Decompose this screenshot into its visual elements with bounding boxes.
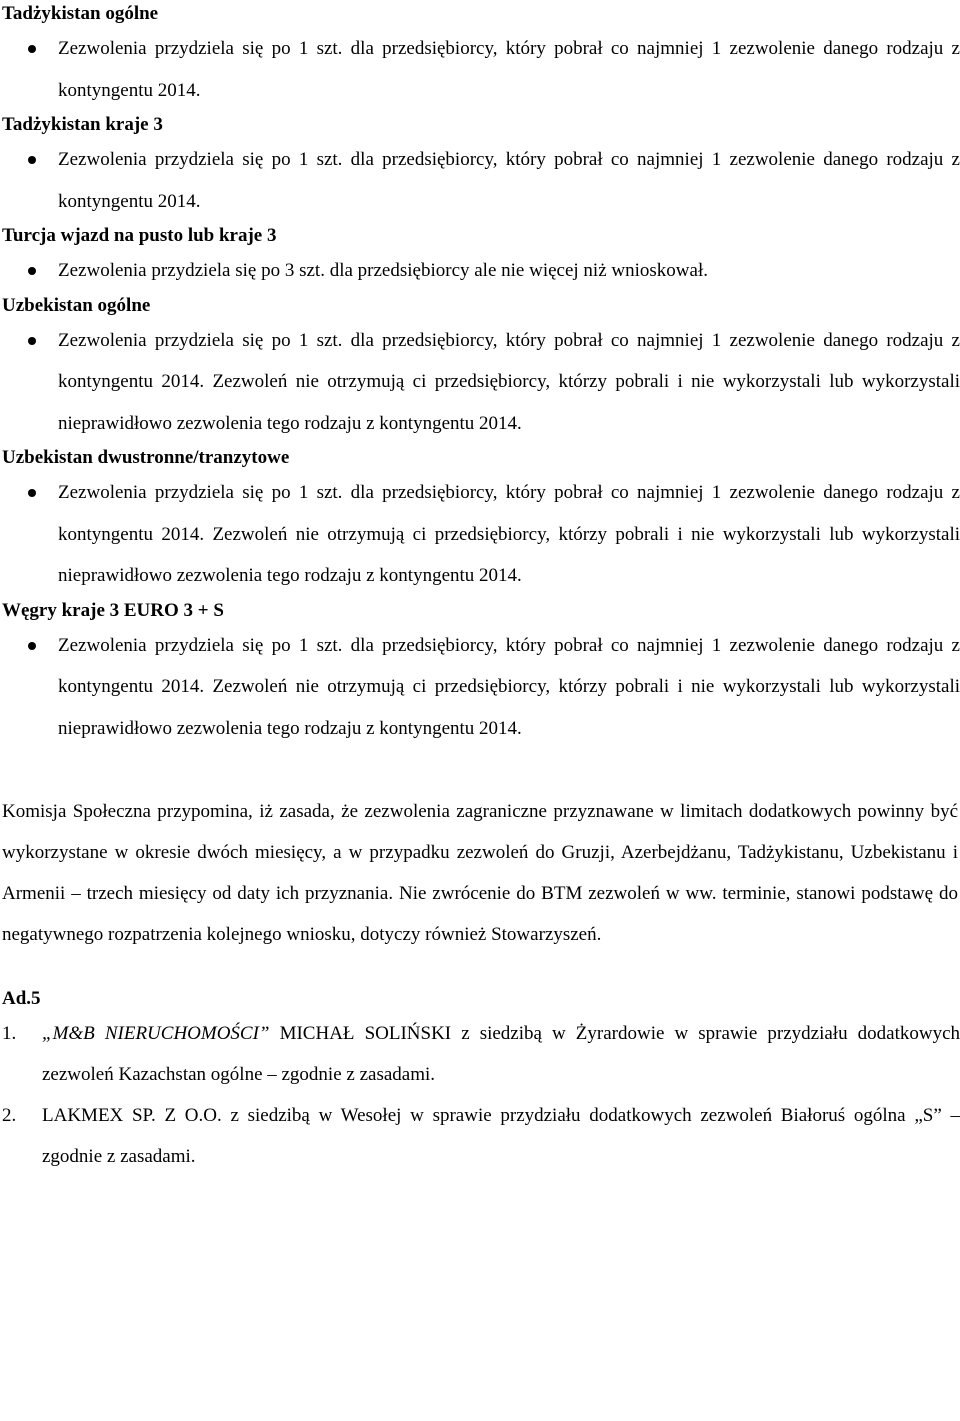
item-text: z siedzibą w Wesołej w sprawie przydziału dodatkowych zezwoleń Białoruś ogólna „S” – zgodnie z zasadami. <box>42 1105 960 1167</box>
bullet-dot-icon <box>28 156 36 164</box>
bullet-text: Zezwolenia przydziela się po 1 szt. dla przedsiębiorcy, który pobrał co najmniej 1 zezwolenie danego rodzaju z kontyngentu 2014. Zezwoleń nie otrzymują ci przedsiębiorcy, którzy pobrali i nie wykorzystali lub wykorzystali nieprawidłowo zezwolenia tego rodzaju z kontyngentu 2014. <box>58 482 960 586</box>
agenda-item-list <box>2 1013 960 1177</box>
bullet-text: Zezwolenia przydziela się po 1 szt. dla przedsiębiorcy, który pobrał co najmniej 1 zezwolenie danego rodzaju z kontyngentu 2014. Zezwoleń nie otrzymują ci przedsiębiorcy, którzy pobrali i nie wykorzystali lub wykorzystali nieprawidłowo zezwolenia tego rodzaju z kontyngentu 2014. <box>58 329 960 434</box>
item-number: 1. <box>2 1023 17 1044</box>
item-number: 2. <box>2 1105 17 1126</box>
bullet-text: Zezwolenia przydziela się po 3 szt. dla przedsiębiorcy ale nie więcej niż wnioskował. <box>58 260 708 281</box>
bullet-item <box>2 320 960 445</box>
company-name: „M&B NIERUCHOMOŚCI” <box>42 1023 270 1044</box>
item-text: z siedzibą w Żyrardowie w sprawie przydziału dodatkowych zezwoleń Kazachstan ogólne – zgodnie z zasadami. <box>42 1023 960 1085</box>
bullet-text: Zezwolenia przydziela się po 1 szt. dla przedsiębiorcy, który pobrał co najmniej 1 zezwolenie danego rodzaju z kontyngentu 2014. <box>58 149 960 212</box>
bullet-item <box>2 472 960 597</box>
bullet-dot-icon <box>28 489 36 497</box>
bullet-list <box>2 250 960 292</box>
bullet-list <box>2 625 960 750</box>
bullet-dot-icon <box>28 337 36 345</box>
section-title: Tadżykistan ogólne <box>2 3 159 24</box>
agenda-list-item <box>2 1013 960 1095</box>
spacer <box>2 955 960 985</box>
section-title: Uzbekistan ogólne <box>2 294 151 316</box>
bullet-text: Zezwolenia przydziela się po 1 szt. dla przedsiębiorcy, który pobrał co najmniej 1 zezwolenie danego rodzaju z kontyngentu 2014. <box>58 38 960 101</box>
section-title: Tadżykistan kraje 3 <box>2 114 163 135</box>
bullet-item <box>2 28 960 111</box>
bullet-item <box>2 250 960 292</box>
bullet-dot-icon <box>28 642 36 650</box>
bullet-list <box>2 28 960 111</box>
commission-paragraph: Komisja Społeczna przypomina, iż zasada, że zezwolenia zagraniczne przyznawane w limitach dodatkowych powinny być wykorzystane w okresie dwóch miesięcy, a w przypadku zezwoleń do Gruzji, Azerbejdżanu, Tadżykistanu, Uzbekistanu i Armenii – trzech miesięcy od daty ich przyznania. Nie zwrócenie do BTM zezwoleń w ww. terminie, stanowi podstawę do negatywnego rozpatrzenia kolejnego wniosku, dotyczy również Stowarzyszeń. <box>2 801 958 945</box>
section-title: Turcja wjazd na pusto lub kraje 3 <box>2 225 277 246</box>
bullet-list <box>2 320 960 445</box>
bullet-list <box>2 139 960 222</box>
section-title: Węgry kraje 3 EURO 3 + S <box>2 599 224 621</box>
bullet-item <box>2 139 960 222</box>
bullet-list <box>2 472 960 597</box>
bullet-item <box>2 625 960 750</box>
bullet-dot-icon <box>28 267 36 275</box>
spacer <box>2 749 960 791</box>
company-name: LAKMEX SP. Z O.O. <box>42 1105 222 1126</box>
agenda-list-item <box>2 1095 960 1177</box>
bullet-text: Zezwolenia przydziela się po 1 szt. dla przedsiębiorcy, który pobrał co najmniej 1 zezwolenie danego rodzaju z kontyngentu 2014. Zezwoleń nie otrzymują ci przedsiębiorcy, którzy pobrali i nie wykorzystali lub wykorzystali nieprawidłowo zezwolenia tego rodzaju z kontyngentu 2014. <box>58 634 960 739</box>
bullet-dot-icon <box>28 45 36 53</box>
section-title: Uzbekistan dwustronne/tranzytowe <box>2 447 290 468</box>
owner-name: MICHAŁ SOLIŃSKI <box>279 1023 452 1044</box>
agenda-item-title: Ad.5 <box>2 988 41 1009</box>
